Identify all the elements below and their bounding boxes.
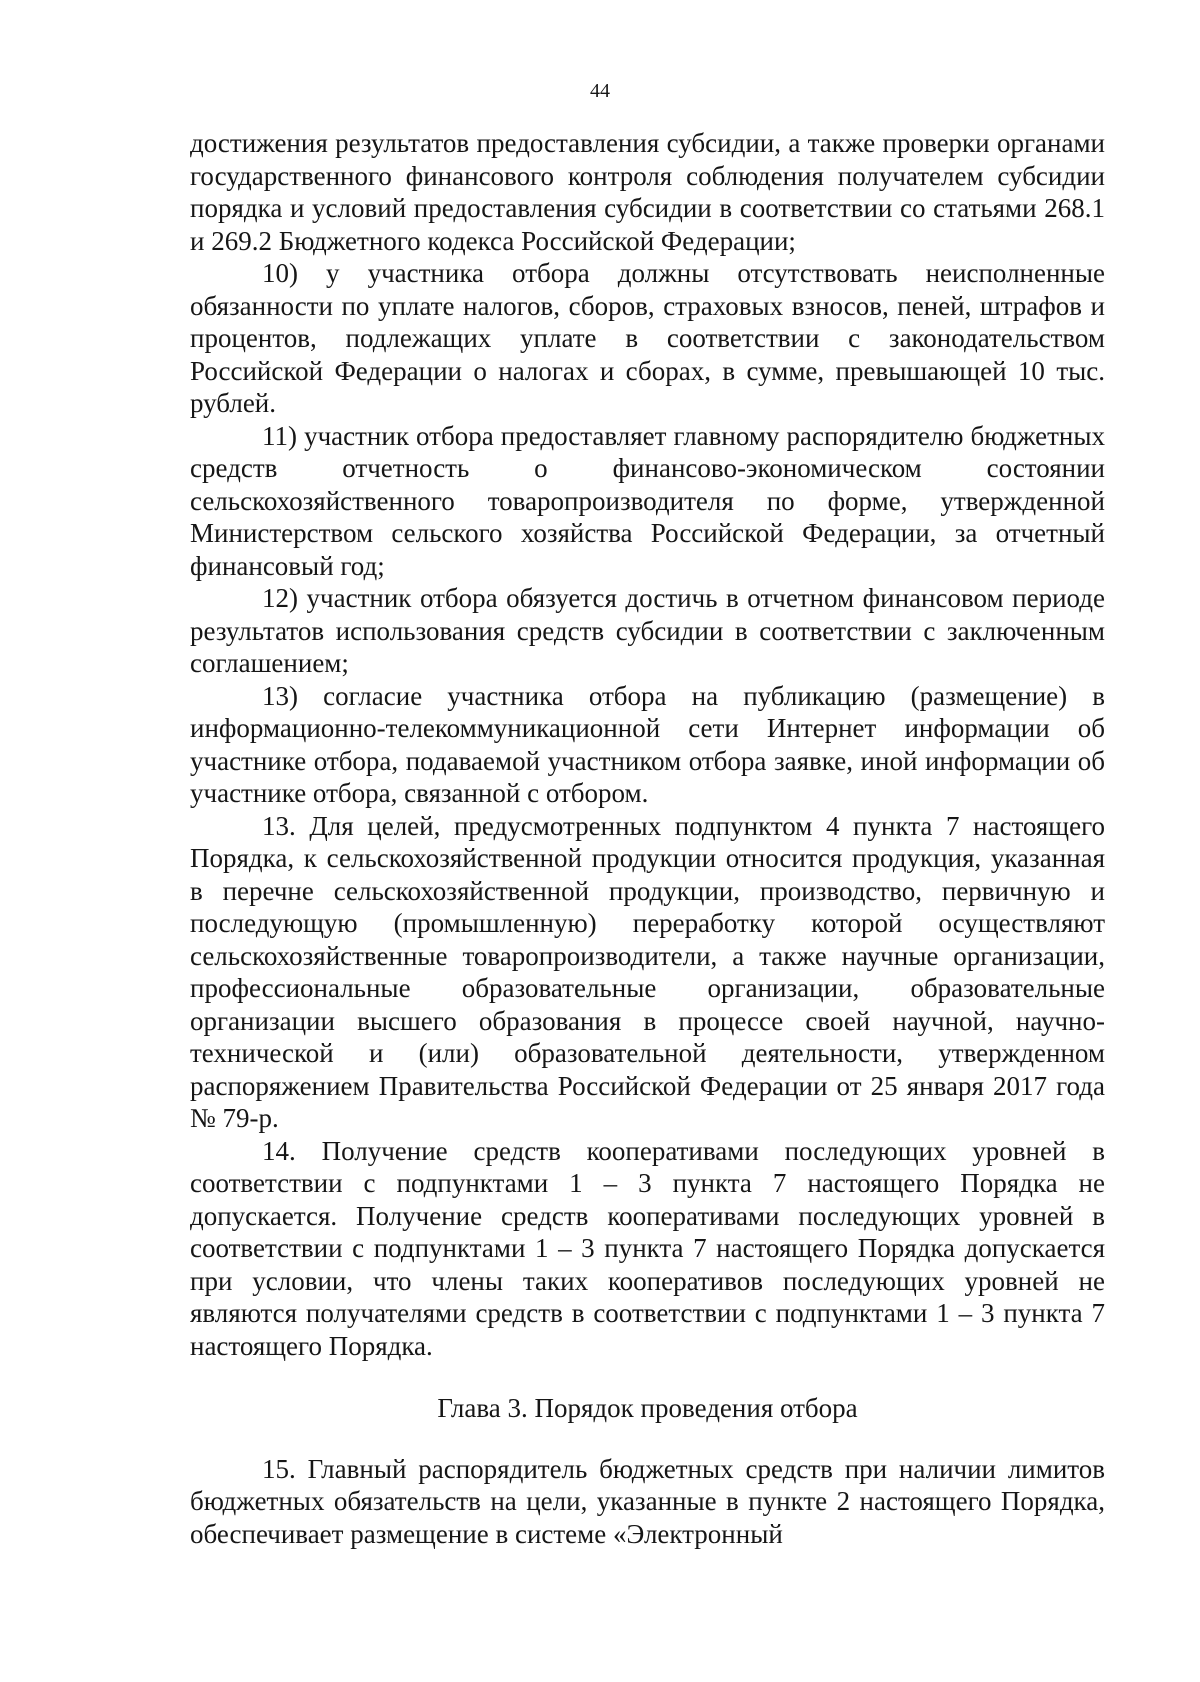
paragraph-item-12: 12) участник отбора обязуется достичь в отчетном финансовом периоде результатов использования средств субсидии в соответствии с заключенным соглашением; (190, 583, 1105, 678)
paragraph-item-11: 11) участник отбора предоставляет главному распорядителю бюджетных средств отчетность о финансово-экономическом состоянии сельскохозяйственного товаропроизводителя по форме, утвержденной Министерством сельского хозяйства Российской Федерации, за отчетный финансовый год; (190, 420, 1105, 581)
chapter-heading: Глава 3. Порядок проведения отбора (437, 1393, 858, 1423)
page-number: 44 (590, 80, 610, 102)
paragraph-item-10: 10) у участника отбора должны отсутствовать неисполненные обязанности по уплате налогов, сборов, страховых взносов, пеней, штрафов и процентов, подлежащих уплате в соответствии с законодательством Российской Федерации о налогах и сборах, в сумме, превышающей 10 тыс. рублей. (190, 258, 1105, 418)
document-body (190, 127, 1105, 1550)
paragraph-item-13: 13) согласие участника отбора на публикацию (размещение) в информационно-телекоммуникационной сети Интернет информации об участнике отбора, подаваемой участником отбора заявке, иной информации об участнике отбора, связанной с отбором. (190, 680, 1105, 808)
paragraph-clause-13: 13. Для целей, предусмотренных подпунктом 4 пункта 7 настоящего Порядка, к сельскохозяйственной продукции относится продукция, указанная в перечне сельскохозяйственной продукции, производство, первичную и последующую (промышленную) переработку которой осуществляют сельскохозяйственные товаропроизводители, а также научные организации, профессиональные образовательные организации, образовательные организации высшего образования в процессе своей научной, научно-технической и (или) образовательной деятельности, утвержденном распоряжением Правительства Российской Федерации от 25 января 2017 года № 79-р. (190, 810, 1105, 1133)
paragraph-continuation: достижения результатов предоставления субсидии, а также проверки органами государственного финансового контроля соблюдения получателем субсидии порядка и условий предоставления субсидии в соответствии со статьями 268.1 и 269.2 Бюджетного кодекса Российской Федерации; (190, 128, 1105, 256)
paragraph-clause-15: 15. Главный распорядитель бюджетных средств при наличии лимитов бюджетных обязательств на цели, указанные в пункте 2 настоящего Порядка, обеспечивает размещение в системе «Электронный (190, 1453, 1105, 1549)
paragraph-clause-14: 14. Получение средств кооперативами последующих уровней в соответствии с подпунктами 1 – 3 пункта 7 настоящего Порядка не допускается. Получение средств кооперативами последующих уровней в соответствии с подпунктами 1 – 3 пункта 7 настоящего Порядка допускается при условии, что члены таких кооперативов последующих уровней не являются получателями средств в соответствии с подпунктами 1 – 3 пункта 7 настоящего Порядка. (190, 1135, 1105, 1361)
